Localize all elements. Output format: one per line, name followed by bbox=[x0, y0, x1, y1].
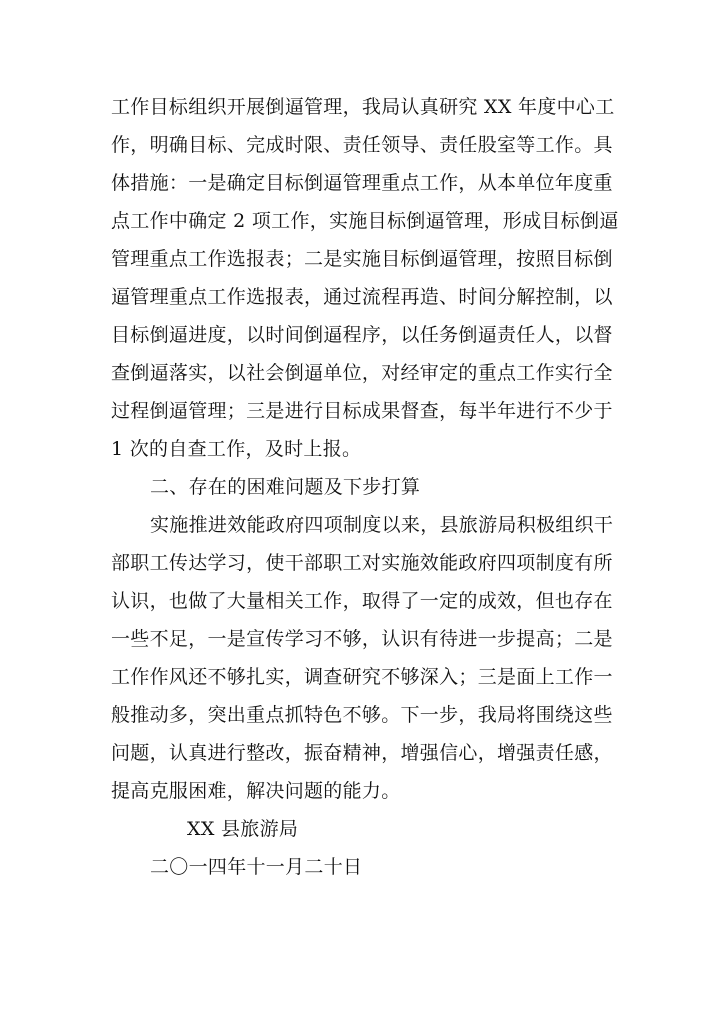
paragraph-1-line-8: 查倒逼落实，以社会倒逼单位，对经审定的重点工作实行全 bbox=[111, 362, 613, 384]
paragraph-1-line-9: 过程倒逼管理；三是进行目标成果督查，每半年进行不少于 bbox=[111, 400, 613, 422]
paragraph-1-line-4: 点工作中确定 2 项工作，实施目标倒逼管理，形成目标倒逼 bbox=[111, 210, 619, 232]
section-heading: 二、存在的困难问题及下步打算 bbox=[150, 476, 421, 498]
paragraph-2-line-7: 问题，认真进行整改，振奋精神，增强信心，增强责任感， bbox=[111, 742, 613, 764]
paragraph-2-line-5: 工作作风还不够扎实，调查研究不够深入；三是面上工作一 bbox=[111, 666, 613, 688]
paragraph-1-line-7: 目标倒逼进度，以时间倒逼程序，以任务倒逼责任人，以督 bbox=[111, 324, 613, 346]
paragraph-2-line-2: 部职工传达学习，使干部职工对实施效能政府四项制度有所 bbox=[111, 552, 613, 574]
paragraph-1-line-2: 作，明确目标、完成时限、责任领导、责任股室等工作。具 bbox=[111, 134, 613, 156]
paragraph-1-line-3: 体措施：一是确定目标倒逼管理重点工作，从本单位年度重 bbox=[111, 172, 613, 194]
signature-date: 二〇一四年十一月二十日 bbox=[150, 856, 363, 878]
paragraph-2-line-6: 般推动多，突出重点抓特色不够。下一步，我局将围绕这些 bbox=[111, 704, 613, 726]
paragraph-1-line-5: 管理重点工作选报表；二是实施目标倒逼管理，按照目标倒 bbox=[111, 248, 613, 270]
paragraph-1-line-1: 工作目标组织开展倒逼管理，我局认真研究 XX 年度中心工 bbox=[111, 96, 615, 118]
paragraph-2-line-3: 认识，也做了大量相关工作，取得了一定的成效，但也存在 bbox=[111, 590, 613, 612]
paragraph-2-line-4: 一些不足，一是宣传学习不够，认识有待进一步提高；二是 bbox=[111, 628, 613, 650]
paragraph-1-line-10: 1 次的自查工作，及时上报。 bbox=[111, 438, 362, 460]
paragraph-1-line-6: 逼管理重点工作选报表，通过流程再造、时间分解控制，以 bbox=[111, 286, 613, 308]
paragraph-2-line-8: 提高克服困难，解决问题的能力。 bbox=[111, 780, 401, 802]
signature-organization: XX 县旅游局 bbox=[187, 818, 299, 840]
paragraph-2-line-1: 实施推进效能政府四项制度以来，县旅游局积极组织干 bbox=[150, 514, 614, 536]
